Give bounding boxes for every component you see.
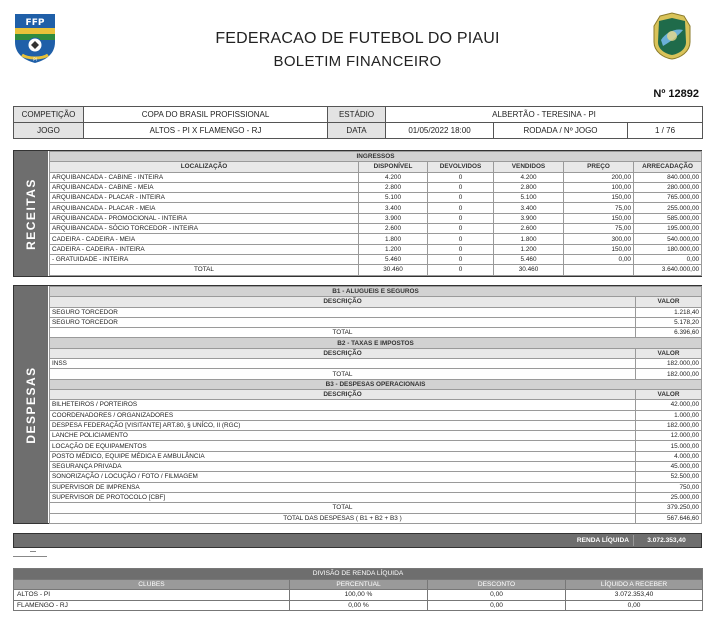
cell-preco: 150,00 <box>564 193 634 203</box>
cell-liquido: 0,00 <box>566 600 703 611</box>
cell-arrecadacao: 585.000,00 <box>634 213 702 223</box>
cell-preco: 100,00 <box>564 182 634 192</box>
col-percentual: PERCENTUAL <box>290 579 428 590</box>
table-row <box>50 359 702 369</box>
cell-valor: 45.000,00 <box>636 462 702 472</box>
jogo-label: JOGO <box>14 123 84 139</box>
table-row <box>50 472 702 482</box>
cell-liquido: 3.072.353,40 <box>566 590 703 601</box>
receitas-total-row <box>50 265 702 275</box>
column-header-row <box>50 297 702 307</box>
cell-valor: 182.000,00 <box>636 420 702 430</box>
cell-vendidos: 2.800 <box>494 182 564 192</box>
column-header-row <box>50 348 702 358</box>
table-row <box>50 492 702 502</box>
grand-total-value: 567.646,60 <box>636 513 702 523</box>
table-row <box>50 410 702 420</box>
cell-descricao: DESPESA FEDERAÇÃO [VISITANTE] ART.80, § UNÍCO, II (RGC) <box>50 420 636 430</box>
cell-vendidos: 4.200 <box>494 172 564 182</box>
section-header-b2 <box>50 338 702 348</box>
cell-localizacao: CADEIRA - CADEIRA - MEIA <box>50 234 359 244</box>
cell-devolvidos: 0 <box>428 182 494 192</box>
grand-total-row <box>50 513 702 523</box>
col-valor: VALOR <box>636 389 702 399</box>
cell-vendidos: 3.400 <box>494 203 564 213</box>
cell-localizacao: ARQUIBANCADA - PLACAR - INTEIRA <box>50 193 359 203</box>
cell-vendidos: 1.800 <box>494 234 564 244</box>
table-row <box>50 244 702 254</box>
table-row <box>50 317 702 327</box>
total-label: TOTAL <box>50 328 636 338</box>
table-row <box>50 213 702 223</box>
cell-valor: 4.000,00 <box>636 451 702 461</box>
total-value: 6.396,60 <box>636 328 702 338</box>
table-row <box>50 482 702 492</box>
table-row <box>50 451 702 461</box>
divisao-table <box>13 568 703 611</box>
receitas-side-label: RECEITAS <box>14 151 48 276</box>
col-devolvidos: DEVOLVIDOS <box>428 162 494 172</box>
cell-preco: 75,00 <box>564 203 634 213</box>
cell-localizacao: ARQUIBANCADA - PLACAR - MEIA <box>50 203 359 213</box>
grand-total-label: TOTAL DAS DESPESAS ( B1 + B2 + B3 ) <box>50 513 636 523</box>
document-number: Nº 12892 <box>653 88 699 100</box>
cell-localizacao: ARQUIBANCADA - PROMOCIONAL - INTEIRA <box>50 213 359 223</box>
table-row <box>14 590 703 601</box>
receitas-total-vendidos: 30.460 <box>494 265 564 275</box>
cell-devolvidos: 0 <box>428 203 494 213</box>
table-row <box>50 203 702 213</box>
cell-preco: 150,00 <box>564 213 634 223</box>
divider-mark <box>30 551 36 552</box>
cell-localizacao: ARQUIBANCADA - SÓCIO TORCEDOR - INTEIRA <box>50 224 359 234</box>
cell-preco: 0,00 <box>564 254 634 264</box>
total-label: TOTAL <box>50 369 636 379</box>
col-descricao: DESCRIÇÃO <box>50 297 636 307</box>
renda-liquida-label: RENDA LÍQUIDA <box>576 537 629 544</box>
col-descricao: DESCRIÇÃO <box>50 348 636 358</box>
cell-preco: 200,00 <box>564 172 634 182</box>
cell-vendidos: 1.200 <box>494 244 564 254</box>
document-subtitle: BOLETIM FINANCEIRO <box>273 53 442 70</box>
cell-arrecadacao: 540.000,00 <box>634 234 702 244</box>
section-title-b3: B3 - DESPESAS OPERACIONAIS <box>50 379 702 389</box>
jogo-value: ALTOS - PI X FLAMENGO - RJ <box>84 123 328 139</box>
cell-devolvidos: 0 <box>428 213 494 223</box>
table-row <box>50 254 702 264</box>
cell-descricao: LOCAÇÃO DE EQUIPAMENTOS <box>50 441 636 451</box>
total-value: 182.000,00 <box>636 369 702 379</box>
cell-disponivel: 5.100 <box>359 193 428 203</box>
receitas-total-disponivel: 30.460 <box>359 265 428 275</box>
cell-arrecadacao: 180.000,00 <box>634 244 702 254</box>
col-liquido: LÍQUIDO A RECEBER <box>566 579 703 590</box>
ffp-logo-sub: PI <box>33 57 37 62</box>
cell-valor: 1.218,40 <box>636 307 702 317</box>
cell-disponivel: 3.400 <box>359 203 428 213</box>
col-localizacao: LOCALIZAÇÃO <box>50 162 359 172</box>
divider-line <box>13 556 47 557</box>
cell-valor: 25.000,00 <box>636 492 702 502</box>
receitas-total-label: TOTAL <box>50 265 359 275</box>
cell-disponivel: 2.600 <box>359 224 428 234</box>
cell-valor: 5.178,20 <box>636 317 702 327</box>
cell-devolvidos: 0 <box>428 254 494 264</box>
section-title-b1: B1 - ALUGUEIS E SEGUROS <box>50 287 702 297</box>
cell-disponivel: 4.200 <box>359 172 428 182</box>
ffp-logo-text: FFP <box>25 18 45 28</box>
table-row <box>50 462 702 472</box>
cell-descricao: SUPERVISOR DE PROTOCOLO [CBF] <box>50 492 636 502</box>
estadio-value: ALBERTÃO - TERESINA - PI <box>386 107 703 123</box>
table-row <box>50 172 702 182</box>
despesas-side-label: DESPESAS <box>14 286 48 523</box>
cell-valor: 750,00 <box>636 482 702 492</box>
total-row-b3 <box>50 503 702 513</box>
receitas-total-devolvidos: 0 <box>428 265 494 275</box>
table-row <box>50 431 702 441</box>
cell-descricao: LANCHE POLICIAMENTO <box>50 431 636 441</box>
cell-arrecadacao: 840.000,00 <box>634 172 702 182</box>
receitas-section <box>13 150 702 277</box>
receitas-table <box>49 151 702 276</box>
cell-vendidos: 2.600 <box>494 224 564 234</box>
cell-devolvidos: 0 <box>428 244 494 254</box>
table-row <box>50 420 702 430</box>
cell-devolvidos: 0 <box>428 193 494 203</box>
table-row <box>14 600 703 611</box>
cell-localizacao: CADEIRA - CADEIRA - INTEIRA <box>50 244 359 254</box>
table-row <box>50 400 702 410</box>
table-row <box>50 307 702 317</box>
cell-descricao: SUPERVISOR DE IMPRENSA <box>50 482 636 492</box>
rodada-label: RODADA / Nº JOGO <box>494 123 628 139</box>
col-desconto: DESCONTO <box>428 579 566 590</box>
match-info-table <box>13 106 703 139</box>
cell-vendidos: 5.100 <box>494 193 564 203</box>
cell-descricao: SONORIZAÇÃO / LOCUÇÃO / FOTO / FILMAGEM <box>50 472 636 482</box>
despesas-section <box>13 285 702 524</box>
cell-clube: FLAMENGO - RJ <box>14 600 290 611</box>
cell-preco: 150,00 <box>564 244 634 254</box>
data-value: 01/05/2022 18:00 <box>386 123 494 139</box>
col-descricao: DESCRIÇÃO <box>50 389 636 399</box>
rodada-value: 1 / 76 <box>628 123 703 139</box>
cell-localizacao: - GRATUIDADE - INTEIRA <box>50 254 359 264</box>
cell-descricao: BILHETEIROS / PORTEIROS <box>50 400 636 410</box>
cell-descricao: COORDENADORES / ORGANIZADORES <box>50 410 636 420</box>
col-valor: VALOR <box>636 348 702 358</box>
cell-descricao: SEGURO TORCEDOR <box>50 307 636 317</box>
total-row-b2 <box>50 369 702 379</box>
cell-descricao: SEGURANÇA PRIVADA <box>50 462 636 472</box>
column-header-row <box>50 389 702 399</box>
cell-devolvidos: 0 <box>428 224 494 234</box>
table-row <box>50 193 702 203</box>
table-row <box>50 234 702 244</box>
total-value: 379.250,00 <box>636 503 702 513</box>
estadio-label: ESTÁDIO <box>328 107 386 123</box>
cell-desconto: 0,00 <box>428 590 566 601</box>
table-row <box>50 224 702 234</box>
cell-localizacao: ARQUIBANCADA - CABINE - INTEIRA <box>50 172 359 182</box>
renda-liquida-value: 3.072.353,40 <box>633 535 699 546</box>
cell-valor: 182.000,00 <box>636 359 702 369</box>
cell-percentual: 0,00 % <box>290 600 428 611</box>
divisao-title: DIVISÃO DE RENDA LÍQUIDA <box>14 569 703 580</box>
despesas-table <box>49 286 702 524</box>
cell-valor: 42.000,00 <box>636 400 702 410</box>
cell-descricao: SEGURO TORCEDOR <box>50 317 636 327</box>
cell-disponivel: 2.800 <box>359 182 428 192</box>
col-arrecadacao: ARRECADAÇÃO <box>634 162 702 172</box>
competicao-value: COPA DO BRASIL PROFISSIONAL <box>84 107 328 123</box>
cell-devolvidos: 0 <box>428 234 494 244</box>
table-row <box>50 441 702 451</box>
data-label: DATA <box>328 123 386 139</box>
cell-desconto: 0,00 <box>428 600 566 611</box>
cell-disponivel: 5.460 <box>359 254 428 264</box>
col-valor: VALOR <box>636 297 702 307</box>
cell-disponivel: 3.900 <box>359 213 428 223</box>
col-vendidos: VENDIDOS <box>494 162 564 172</box>
renda-liquida-bar <box>13 533 702 548</box>
section-header-b1 <box>50 287 702 297</box>
total-row-b1 <box>50 328 702 338</box>
cell-preco: 300,00 <box>564 234 634 244</box>
cell-valor: 15.000,00 <box>636 441 702 451</box>
cell-disponivel: 1.800 <box>359 234 428 244</box>
section-title-b2: B2 - TAXAS E IMPOSTOS <box>50 338 702 348</box>
cell-valor: 12.000,00 <box>636 431 702 441</box>
cell-valor: 1.000,00 <box>636 410 702 420</box>
ingressos-title: INGRESSOS <box>50 152 702 162</box>
cell-percentual: 100,00 % <box>290 590 428 601</box>
cell-valor: 52.500,00 <box>636 472 702 482</box>
cell-vendidos: 5.460 <box>494 254 564 264</box>
total-label: TOTAL <box>50 503 636 513</box>
cell-arrecadacao: 765.000,00 <box>634 193 702 203</box>
table-row <box>50 182 702 192</box>
receitas-total-preco <box>564 265 634 275</box>
cell-disponivel: 1.200 <box>359 244 428 254</box>
cell-localizacao: ARQUIBANCADA - CABINE - MEIA <box>50 182 359 192</box>
document-title: FEDERACAO DE FUTEBOL DO PIAUI <box>215 30 500 47</box>
cell-arrecadacao: 280.000,00 <box>634 182 702 192</box>
cell-devolvidos: 0 <box>428 172 494 182</box>
section-header-b3 <box>50 379 702 389</box>
cell-arrecadacao: 255.000,00 <box>634 203 702 213</box>
cell-descricao: INSS <box>50 359 636 369</box>
cell-arrecadacao: 0,00 <box>634 254 702 264</box>
cell-descricao: POSTO MÉDICO, EQUIPE MÉDICA E AMBULÂNCIA <box>50 451 636 461</box>
col-preco: PREÇO <box>564 162 634 172</box>
cell-arrecadacao: 195.000,00 <box>634 224 702 234</box>
cell-vendidos: 3.900 <box>494 213 564 223</box>
cell-clube: ALTOS - PI <box>14 590 290 601</box>
cell-preco: 75,00 <box>564 224 634 234</box>
col-disponivel: DISPONÍVEL <box>359 162 428 172</box>
competicao-label: COMPETIÇÃO <box>14 107 84 123</box>
col-clubes: CLUBES <box>14 579 290 590</box>
receitas-total-arrecadacao: 3.640.000,00 <box>634 265 702 275</box>
